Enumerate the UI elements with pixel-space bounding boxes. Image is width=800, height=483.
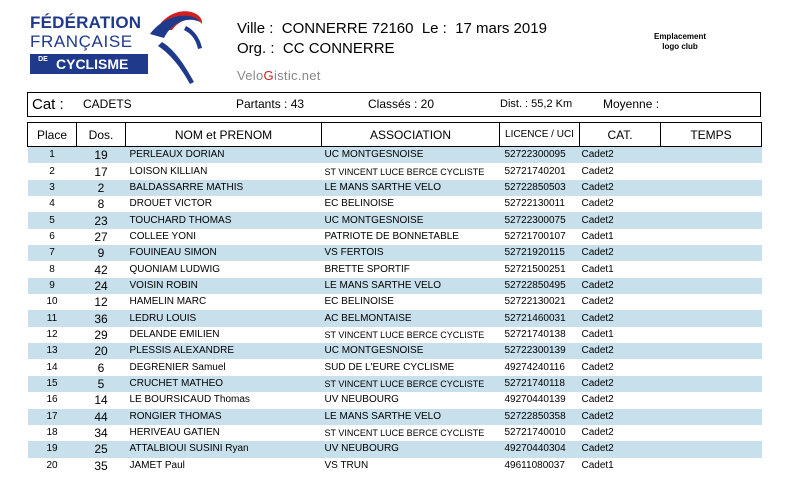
cell-licence: 52721920115 (500, 245, 580, 261)
cell-place: 7 (28, 245, 77, 261)
cell-association: UC MONTGESNOISE (322, 212, 500, 228)
cell-association: EC BELINOISE (324, 198, 394, 210)
cell-name: DEGRENIER Samuel (129, 361, 226, 373)
cell-licence: 52722850358 (500, 409, 580, 425)
ffc-logo (24, 8, 214, 86)
cell-association: BRETTE SPORTIF (324, 263, 410, 275)
table-row (28, 261, 762, 277)
table-row (28, 425, 762, 441)
table-row (28, 409, 762, 425)
cell-cat: Cadet1 (581, 328, 614, 340)
cell-dos: 19 (77, 147, 126, 164)
cell-place: 18 (46, 427, 58, 439)
cell-temps (661, 376, 762, 392)
cell-dos: 12 (94, 295, 108, 310)
table-row (28, 327, 762, 343)
cell-name: FOUINEAU SIMON (126, 245, 322, 261)
table-row (28, 294, 762, 310)
header-place: Place (28, 123, 77, 147)
cell-temps (661, 458, 762, 474)
cell-cat: Cadet1 (581, 459, 614, 471)
cell-place: 11 (28, 310, 77, 326)
cell-place: 8 (49, 263, 55, 275)
header-association: ASSOCIATION (322, 123, 500, 147)
cell-dos: 34 (94, 426, 108, 441)
ville-line (237, 20, 547, 37)
cell-dos: 20 (77, 343, 126, 359)
cell-dos: 14 (94, 393, 108, 408)
cell-temps (661, 425, 762, 441)
table-row (28, 376, 762, 392)
cell-licence: 52721700107 (504, 230, 566, 242)
cell-name: BALDASSARRE MATHIS (126, 180, 322, 196)
cell-name: ATTALBIOUI SUSINI Ryan (126, 441, 322, 457)
cell-temps (661, 294, 762, 310)
cell-licence: 52721460031 (500, 310, 580, 326)
cell-place: 3 (28, 180, 77, 196)
cell-cat: Cadet2 (580, 147, 661, 164)
table-row (28, 196, 762, 212)
le-label: Le : (421, 20, 447, 37)
org-line (237, 40, 395, 57)
cell-place: 2 (49, 165, 55, 177)
cell-name: DELANDE EMILIEN (129, 328, 220, 340)
cell-place: 12 (46, 328, 58, 340)
cell-licence: 52721740118 (500, 376, 580, 392)
cell-association: UC MONTGESNOISE (322, 147, 500, 164)
table-row (28, 212, 762, 228)
cell-name: COLLEE YONI (129, 230, 197, 242)
cell-cat: Cadet2 (581, 427, 614, 439)
cell-place: 17 (28, 409, 77, 425)
cell-temps (661, 359, 762, 375)
cell-association: VS FERTOIS (322, 245, 500, 261)
date-value: 17 mars 2019 (455, 20, 547, 37)
cell-association: LE MANS SARTHE VELO (322, 278, 500, 294)
cell-cat: Cadet2 (580, 278, 661, 294)
header-cat: CAT. (580, 123, 661, 147)
cell-association: ST VINCENT LUCE BERCE CYCLISTE (324, 329, 485, 340)
cell-name: LE BOURSICAUD Thomas (129, 394, 250, 406)
cell-association: UV NEUBOURG (324, 394, 399, 406)
cell-place: 19 (28, 441, 77, 457)
site-label (237, 68, 321, 83)
partants: Partants : 43 (236, 97, 305, 111)
emplacement-logo-club (640, 32, 720, 52)
logo-line-3-text: CYCLISME (56, 56, 129, 72)
table-row (28, 392, 762, 408)
cell-cat: Cadet2 (580, 245, 661, 261)
cell-cat: Cadet2 (581, 361, 614, 373)
cell-dos: 23 (77, 212, 126, 228)
cell-name: DROUET VICTOR (129, 198, 212, 210)
cell-licence: 52722850495 (500, 278, 580, 294)
cell-temps (661, 147, 762, 164)
cell-place: 9 (28, 278, 77, 294)
cell-cat: Cadet2 (580, 343, 661, 359)
cell-cat: Cadet1 (581, 263, 614, 275)
cell-cat: Cadet1 (581, 230, 614, 242)
emplacement-line-2: logo club (662, 42, 698, 51)
cell-licence: 52722300075 (500, 212, 580, 228)
site-accent: G (263, 68, 274, 83)
cell-dos: 24 (77, 278, 126, 294)
category-bar (27, 92, 761, 117)
cat-label: Cat : (32, 96, 64, 113)
classes: Classés : 20 (368, 97, 435, 111)
cell-name: LOISON KILLIAN (129, 165, 208, 177)
cell-temps (661, 441, 762, 457)
table-row (28, 147, 762, 164)
table-row (28, 229, 762, 245)
cell-temps (661, 310, 762, 326)
cell-temps (661, 196, 762, 212)
cell-cat: Cadet2 (580, 441, 661, 457)
cell-dos: 42 (94, 262, 108, 277)
cell-association: UV NEUBOURG (322, 441, 500, 457)
cell-temps (661, 229, 762, 245)
cell-dos: 5 (77, 376, 126, 392)
cell-association: LE MANS SARTHE VELO (322, 409, 500, 425)
cell-name: HERIVEAU GATIEN (129, 427, 220, 439)
cell-association: UC MONTGESNOISE (322, 343, 500, 359)
cell-dos: 17 (94, 164, 108, 179)
cell-name: RONGIER THOMAS (126, 409, 322, 425)
cell-dos: 27 (94, 229, 108, 244)
cell-place: 16 (46, 394, 58, 406)
results-table (27, 122, 762, 474)
cell-licence: 52721740138 (504, 328, 566, 340)
cell-place: 20 (46, 459, 58, 471)
cell-temps (661, 163, 762, 179)
cell-association: LE MANS SARTHE VELO (322, 180, 500, 196)
cell-temps (661, 278, 762, 294)
header-licence: LICENCE / UCI (500, 123, 580, 147)
cell-cat: Cadet2 (581, 165, 614, 177)
cell-temps (661, 180, 762, 196)
emplacement-line-1: Emplacement (653, 32, 707, 41)
cell-association: PATRIOTE DE BONNETABLE (324, 230, 459, 242)
cell-name: VOISIN ROBIN (126, 278, 322, 294)
table-header-row (28, 123, 762, 147)
cell-temps (661, 409, 762, 425)
cell-cat: Cadet2 (581, 394, 614, 406)
table-row (28, 180, 762, 196)
cell-cat: Cadet2 (580, 376, 661, 392)
cell-dos: 2 (77, 180, 126, 196)
cell-name: QUONIAM LUDWIG (129, 263, 221, 275)
cell-licence: 52721740010 (504, 427, 566, 439)
org-label: Org. : (237, 40, 275, 57)
cell-licence: 49270440139 (504, 394, 566, 406)
table-row (28, 458, 762, 474)
cell-association: SUD DE L'EURE CYCLISME (324, 361, 455, 373)
cell-name: HAMELIN MARC (129, 296, 207, 308)
cell-dos: 9 (77, 245, 126, 261)
ville-value: CONNERRE 72160 (281, 20, 414, 37)
header-temps: TEMPS (661, 123, 762, 147)
cell-licence: 52722300139 (500, 343, 580, 359)
cell-temps (661, 212, 762, 228)
cell-name: JAMET Paul (129, 459, 185, 471)
cell-dos: 36 (77, 310, 126, 326)
swoosh-icon (142, 8, 214, 86)
cell-dos: 29 (94, 327, 108, 342)
cell-association: ST VINCENT LUCE BERCE CYCLISTE (322, 376, 500, 392)
cell-place: 15 (28, 376, 77, 392)
cell-licence: 52722850503 (500, 180, 580, 196)
ville-label: Ville : (237, 20, 274, 37)
cell-dos: 25 (77, 441, 126, 457)
cell-name: PLESSIS ALEXANDRE (126, 343, 322, 359)
table-row (28, 163, 762, 179)
cell-association: ST VINCENT LUCE BERCE CYCLISTE (324, 166, 485, 177)
org-value: CC CONNERRE (282, 40, 395, 57)
cell-cat: Cadet2 (580, 310, 661, 326)
table-row (28, 245, 762, 261)
cell-cat: Cadet2 (580, 180, 661, 196)
table-row (28, 278, 762, 294)
cell-temps (661, 245, 762, 261)
cell-name: CRUCHET MATHEO (126, 376, 322, 392)
cell-dos: 6 (97, 360, 105, 375)
cell-name: TOUCHARD THOMAS (126, 212, 322, 228)
cell-association: ST VINCENT LUCE BERCE CYCLISTE (324, 428, 485, 439)
cell-name: LEDRU LOUIS (126, 310, 322, 326)
cell-place: 13 (28, 343, 77, 359)
distance: Dist. : 55,2 Km (500, 98, 573, 110)
header-dos: Dos. (77, 123, 126, 147)
table-row (28, 343, 762, 359)
cell-association: AC BELMONTAISE (322, 310, 500, 326)
cell-licence: 49611080037 (504, 459, 565, 471)
cell-cat: Cadet2 (581, 296, 614, 308)
moyenne: Moyenne : (603, 97, 660, 111)
site-suffix: istic.net (273, 68, 321, 83)
cell-licence: 49270440304 (500, 441, 580, 457)
logo-line-1: FÉDÉRATION (30, 13, 142, 32)
cell-temps (661, 392, 762, 408)
logo-line-2: FRANÇAISE (30, 32, 133, 51)
cell-name: PERLEAUX DORIAN (126, 147, 322, 164)
cell-licence: 52722130011 (504, 198, 565, 210)
table-row (28, 359, 762, 375)
header-name: NOM et PRENOM (126, 123, 322, 147)
table-row (28, 310, 762, 326)
cell-temps (661, 261, 762, 277)
cell-place: 5 (28, 212, 77, 228)
cell-licence: 52722130021 (504, 296, 566, 308)
cell-dos: 8 (97, 197, 105, 212)
table-row (28, 441, 762, 457)
cat-value: CADETS (83, 97, 132, 111)
cell-cat: Cadet2 (581, 198, 614, 210)
site-prefix: Velo (237, 68, 264, 83)
logo-line-3-prefix: DE (38, 56, 48, 63)
cell-place: 10 (46, 296, 58, 308)
cell-dos: 44 (77, 409, 126, 425)
cell-licence: 52721500251 (504, 263, 566, 275)
cell-place: 6 (49, 230, 55, 242)
cell-licence: 52722300095 (500, 147, 580, 164)
cell-cat: Cadet2 (580, 212, 661, 228)
cell-licence: 49274240116 (504, 361, 565, 373)
cell-dos: 35 (94, 458, 108, 473)
logo-line-3 (30, 54, 148, 74)
cell-temps (661, 343, 762, 359)
cell-place: 14 (46, 361, 58, 373)
cell-cat: Cadet2 (580, 409, 661, 425)
cell-place: 4 (49, 198, 55, 210)
cell-temps (661, 327, 762, 343)
cell-association: VS TRUN (324, 459, 369, 471)
cell-association: EC BELINOISE (324, 296, 394, 308)
cell-place: 1 (28, 147, 77, 164)
cell-licence: 52721740201 (504, 165, 566, 177)
